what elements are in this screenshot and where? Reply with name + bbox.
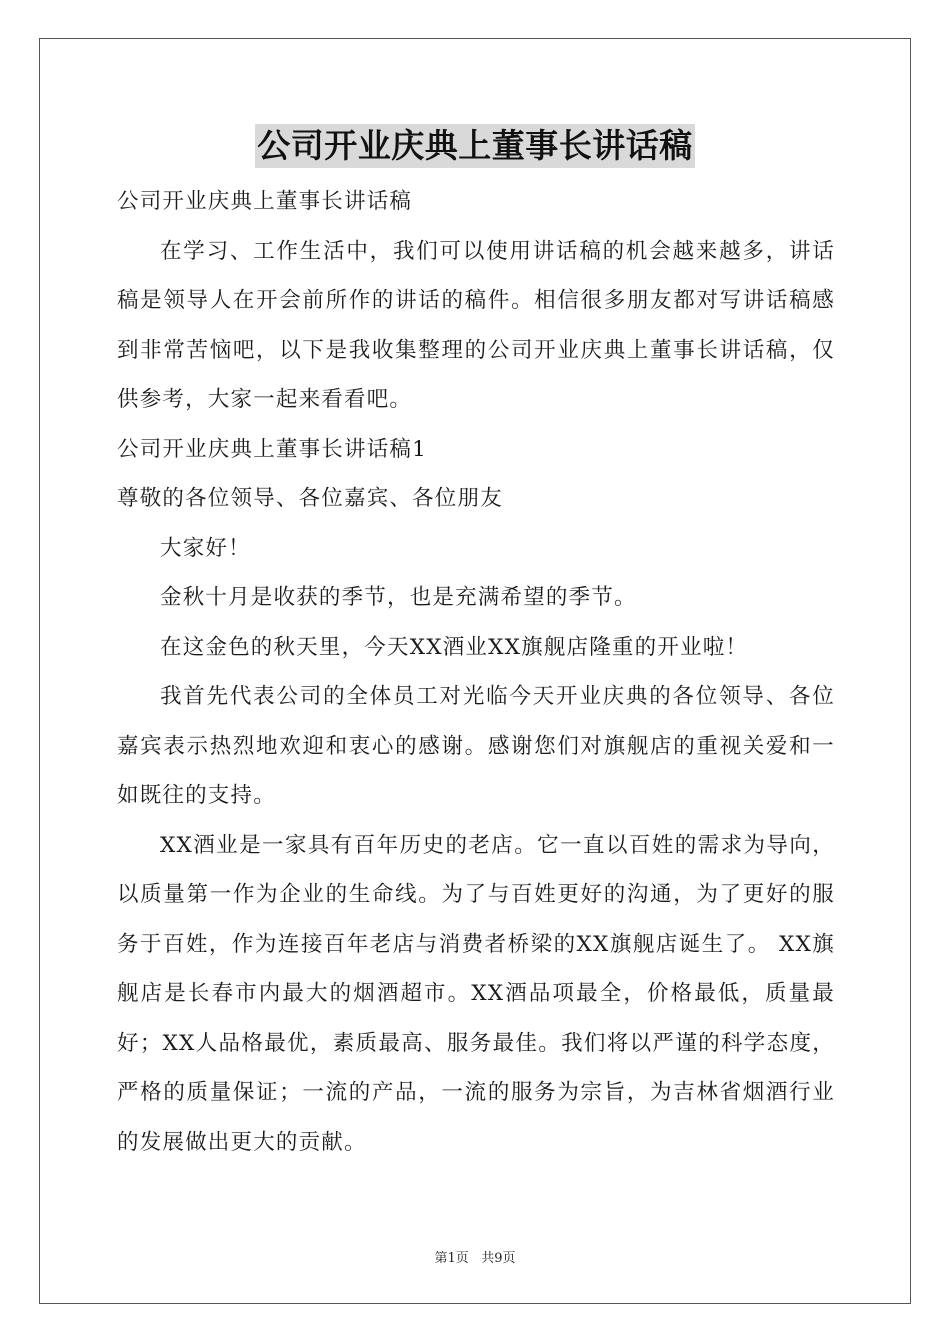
paragraph: 在这金色的秋天里，今天XX酒业XX旗舰店隆重的开业啦！: [160, 634, 749, 660]
page-number: 第1页: [434, 1251, 469, 1266]
title-container: [0, 124, 950, 168]
salutation: 尊敬的各位领导、各位嘉宾、各位朋友: [117, 486, 503, 511]
document-body: [117, 177, 835, 1167]
paragraph: 在学习、工作生活中，我们可以使用讲话稿的机会越来越多，讲话稿是领导人在开会前所作的讲话的稿件。相信很多朋友都对写讲话稿感到非常苦恼吧，以下是我收集整理的公司开业庆典上董事长讲话稿，仅供参考，大家一起来看看吧。: [117, 238, 835, 412]
paragraph: 金秋十月是收获的季节，也是充满希望的季节。: [160, 585, 637, 610]
page-footer: [0, 1247, 950, 1266]
document-title: 公司开业庆典上董事长讲话稿: [255, 124, 695, 168]
paragraph: XX酒业是一家具有百年历史的老店。它一直以百姓的需求为导向，以质量第一作为企业的生命线。为了与百姓更好的沟通，为了更好的服务于百姓，作为连接百年老店与消费者桥梁的XX旗舰店诞生了。 XX旗舰店是长春市内最大的烟酒超市。XX酒品项最全，价格最低，质量最好；XX人品格最优，素质最高、服务最佳。我们将以严谨的科学态度，严格的质量保证；一流的产品，一流的服务为宗旨，为吉林省烟酒行业的发展做出更大的贡献。: [117, 832, 835, 1155]
paragraph: 我首先代表公司的全体员工对光临今天开业庆典的各位领导、各位嘉宾表示热烈地欢迎和衷心的感谢。感谢您们对旗舰店的重视关爱和一如既往的支持。: [117, 684, 835, 808]
page-total: 共9页: [481, 1251, 516, 1266]
paragraph: 公司开业庆典上董事长讲话稿: [117, 189, 413, 214]
paragraph: 大家好！: [160, 535, 251, 561]
section-heading: 公司开业庆典上董事长讲话稿1: [117, 436, 427, 462]
